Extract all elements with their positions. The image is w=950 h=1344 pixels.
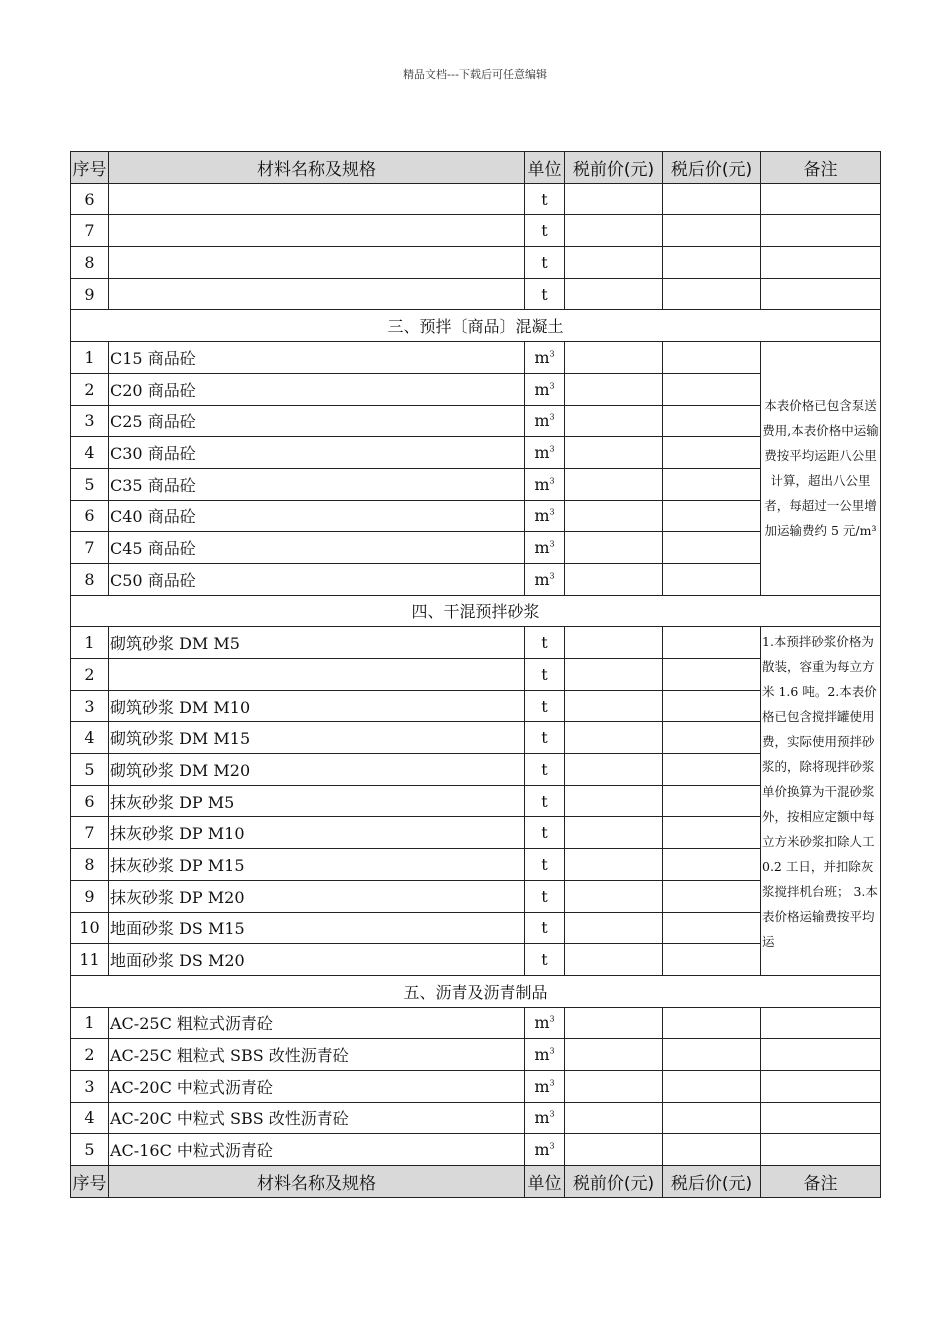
unit-text: t — [541, 696, 548, 716]
material-name: AC-16C 中粒式沥青砼 — [109, 1134, 525, 1166]
pre-tax-price — [565, 563, 663, 595]
post-tax-price — [663, 690, 761, 722]
table-row — [71, 1039, 881, 1071]
section-row — [71, 975, 881, 1007]
material-name: 地面砂浆 DS M20 — [109, 944, 525, 976]
remark-note: 本表价格已包含泵送费用,本表价格中运输费按平均运距八公里计算，超出八公里者，每超过一公里增加运输费约 5 元/m³ — [761, 342, 881, 596]
pre-tax-price — [565, 849, 663, 881]
header-name: 材料名称及规格 — [109, 152, 525, 184]
post-tax-price — [663, 880, 761, 912]
pre-tax-price — [565, 880, 663, 912]
table-row — [71, 1102, 881, 1134]
header-remark: 备注 — [761, 1166, 881, 1198]
table-row — [71, 944, 881, 976]
pre-tax-price — [565, 342, 663, 374]
unit-cell — [525, 500, 565, 532]
section-title: 四、干混预拌砂浆 — [71, 595, 881, 627]
unit-text: t — [541, 854, 548, 874]
unit-superscript: 3 — [549, 413, 555, 423]
unit-text: m — [534, 474, 550, 494]
pre-tax-price — [565, 944, 663, 976]
unit-cell — [525, 1070, 565, 1102]
table-row — [71, 500, 881, 532]
row-number: 4 — [71, 722, 109, 754]
pre-tax-price — [565, 183, 663, 215]
post-tax-price — [663, 754, 761, 786]
unit-superscript: 3 — [549, 444, 555, 454]
table-row — [71, 627, 881, 659]
post-tax-price — [663, 944, 761, 976]
post-tax-price — [663, 1039, 761, 1071]
unit-cell — [525, 1007, 565, 1039]
material-name — [109, 278, 525, 310]
header-remark: 备注 — [761, 152, 881, 184]
row-number: 4 — [71, 1102, 109, 1134]
unit-text: m — [534, 569, 550, 589]
table-row — [71, 373, 881, 405]
unit-superscript: 3 — [549, 571, 555, 581]
material-name: 砌筑砂浆 DM M5 — [109, 627, 525, 659]
header-pre-tax: 税前价(元) — [565, 1166, 663, 1198]
unit-text: m — [534, 1013, 550, 1033]
post-tax-price — [663, 215, 761, 247]
table-row — [71, 817, 881, 849]
unit-cell — [525, 690, 565, 722]
row-number: 7 — [71, 532, 109, 564]
unit-cell — [525, 754, 565, 786]
pre-tax-price — [565, 817, 663, 849]
pre-tax-price — [565, 627, 663, 659]
unit-cell — [525, 1039, 565, 1071]
row-number: 3 — [71, 405, 109, 437]
table-row — [71, 563, 881, 595]
post-tax-price — [663, 278, 761, 310]
unit-cell — [525, 944, 565, 976]
unit-cell — [525, 849, 565, 881]
material-name: AC-25C 粗粒式 SBS 改性沥青砼 — [109, 1039, 525, 1071]
header-post-tax: 税后价(元) — [663, 152, 761, 184]
material-name — [109, 247, 525, 279]
row-number: 8 — [71, 247, 109, 279]
post-tax-price — [663, 817, 761, 849]
unit-superscript: 3 — [549, 1141, 555, 1151]
row-number: 2 — [71, 659, 109, 691]
post-tax-price — [663, 373, 761, 405]
unit-cell — [525, 532, 565, 564]
unit-text: t — [541, 633, 548, 653]
header-row-top — [71, 152, 881, 184]
row-number: 3 — [71, 1070, 109, 1102]
remark-cell — [761, 1070, 881, 1102]
unit-text: m — [534, 1076, 550, 1096]
pre-tax-price — [565, 532, 663, 564]
remark-cell — [761, 1007, 881, 1039]
remark-cell — [761, 1134, 881, 1166]
row-number: 4 — [71, 437, 109, 469]
unit-text: t — [541, 284, 548, 304]
row-number: 7 — [71, 215, 109, 247]
material-name — [109, 659, 525, 691]
post-tax-price — [663, 912, 761, 944]
header-unit: 单位 — [525, 1166, 565, 1198]
unit-cell — [525, 215, 565, 247]
unit-cell — [525, 405, 565, 437]
post-tax-price — [663, 405, 761, 437]
material-name: 抹灰砂浆 DP M5 — [109, 785, 525, 817]
material-name: C25 商品砼 — [109, 405, 525, 437]
remark-cell — [761, 1039, 881, 1071]
post-tax-price — [663, 183, 761, 215]
pre-tax-price — [565, 437, 663, 469]
table-row — [71, 215, 881, 247]
unit-text: t — [541, 221, 548, 241]
unit-text: t — [541, 252, 548, 272]
watermark-text: 精品文档---下载后可任意编辑 — [403, 68, 547, 81]
material-name: 砌筑砂浆 DM M10 — [109, 690, 525, 722]
row-number: 3 — [71, 690, 109, 722]
unit-cell — [525, 468, 565, 500]
unit-text: t — [541, 950, 548, 970]
unit-cell — [525, 342, 565, 374]
material-name: 砌筑砂浆 DM M15 — [109, 722, 525, 754]
section-row — [71, 310, 881, 342]
unit-cell — [525, 373, 565, 405]
post-tax-price — [663, 468, 761, 500]
header-seq: 序号 — [71, 152, 109, 184]
unit-superscript: 3 — [549, 476, 555, 486]
unit-superscript: 3 — [549, 1015, 555, 1025]
post-tax-price — [663, 500, 761, 532]
unit-text: t — [541, 728, 548, 748]
post-tax-price — [663, 247, 761, 279]
post-tax-price — [663, 1134, 761, 1166]
section-title: 三、预拌〔商品〕混凝土 — [71, 310, 881, 342]
post-tax-price — [663, 563, 761, 595]
unit-superscript: 3 — [549, 508, 555, 518]
unit-text: t — [541, 886, 548, 906]
table-row — [71, 1070, 881, 1102]
table-row — [71, 690, 881, 722]
unit-cell — [525, 437, 565, 469]
row-number: 11 — [71, 944, 109, 976]
material-name: 砌筑砂浆 DM M20 — [109, 754, 525, 786]
unit-text: m — [534, 443, 550, 463]
table-row — [71, 1134, 881, 1166]
unit-cell — [525, 817, 565, 849]
pre-tax-price — [565, 1134, 663, 1166]
unit-superscript: 3 — [549, 381, 555, 391]
unit-text: m — [534, 538, 550, 558]
section-title: 五、沥青及沥青制品 — [71, 975, 881, 1007]
row-number: 5 — [71, 754, 109, 786]
row-number: 1 — [71, 342, 109, 374]
table-row — [71, 785, 881, 817]
unit-cell — [525, 722, 565, 754]
unit-text: m — [534, 506, 550, 526]
material-name: AC-20C 中粒式 SBS 改性沥青砼 — [109, 1102, 525, 1134]
post-tax-price — [663, 342, 761, 374]
unit-text: t — [541, 791, 548, 811]
header-post-tax: 税后价(元) — [663, 1166, 761, 1198]
pre-tax-price — [565, 1102, 663, 1134]
material-name — [109, 215, 525, 247]
unit-cell — [525, 183, 565, 215]
unit-superscript: 3 — [549, 1078, 555, 1088]
unit-text: m — [534, 411, 550, 431]
material-name: C20 商品砼 — [109, 373, 525, 405]
pre-tax-price — [565, 1039, 663, 1071]
section-row — [71, 595, 881, 627]
remark-cell — [761, 215, 881, 247]
unit-superscript: 3 — [549, 1046, 555, 1056]
material-name — [109, 183, 525, 215]
material-name: C15 商品砼 — [109, 342, 525, 374]
pre-tax-price — [565, 373, 663, 405]
post-tax-price — [663, 849, 761, 881]
unit-text: m — [534, 379, 550, 399]
unit-cell — [525, 912, 565, 944]
header-seq: 序号 — [71, 1166, 109, 1198]
material-name: AC-20C 中粒式沥青砼 — [109, 1070, 525, 1102]
header-unit: 单位 — [525, 152, 565, 184]
pre-tax-price — [565, 754, 663, 786]
unit-text: t — [541, 664, 548, 684]
unit-text: t — [541, 918, 548, 938]
material-name: 地面砂浆 DS M15 — [109, 912, 525, 944]
table-row — [71, 754, 881, 786]
unit-text: t — [541, 189, 548, 209]
unit-superscript: 3 — [549, 1110, 555, 1120]
unit-cell — [525, 1134, 565, 1166]
pre-tax-price — [565, 912, 663, 944]
unit-text: t — [541, 823, 548, 843]
unit-text: m — [534, 347, 550, 367]
unit-text: t — [541, 759, 548, 779]
header-pre-tax: 税前价(元) — [565, 152, 663, 184]
post-tax-price — [663, 1102, 761, 1134]
post-tax-price — [663, 437, 761, 469]
header-name: 材料名称及规格 — [109, 1166, 525, 1198]
row-number: 5 — [71, 468, 109, 500]
row-number: 7 — [71, 817, 109, 849]
row-number: 2 — [71, 373, 109, 405]
pre-tax-price — [565, 1070, 663, 1102]
post-tax-price — [663, 785, 761, 817]
pre-tax-price — [565, 690, 663, 722]
pre-tax-price — [565, 215, 663, 247]
material-name: C45 商品砼 — [109, 532, 525, 564]
table-row — [71, 468, 881, 500]
remark-cell — [761, 247, 881, 279]
unit-superscript: 3 — [549, 349, 555, 359]
table-row — [71, 1007, 881, 1039]
unit-cell — [525, 247, 565, 279]
price-table — [70, 151, 881, 1198]
table-row — [71, 405, 881, 437]
table-row — [71, 437, 881, 469]
table-row — [71, 532, 881, 564]
unit-cell — [525, 563, 565, 595]
material-name: 抹灰砂浆 DP M10 — [109, 817, 525, 849]
pre-tax-price — [565, 405, 663, 437]
pre-tax-price — [565, 278, 663, 310]
row-number: 6 — [71, 183, 109, 215]
post-tax-price — [663, 1070, 761, 1102]
pre-tax-price — [565, 247, 663, 279]
row-number: 8 — [71, 849, 109, 881]
row-number: 9 — [71, 278, 109, 310]
pre-tax-price — [565, 659, 663, 691]
remark-note: 1.本预拌砂浆价格为散装，容重为每立方米 1.6 吨。2.本表价格已包含搅拌罐使用费，实际使用预拌砂浆的，除将现拌砂浆单价换算为干混砂浆外，按相应定额中每立方米砂浆扣除人工 0.2 工日，并扣除灰浆搅拌机台班； 3.本表价格运输费按平均运 — [761, 627, 881, 976]
pre-tax-price — [565, 500, 663, 532]
unit-text: m — [534, 1108, 550, 1128]
unit-cell — [525, 880, 565, 912]
unit-cell — [525, 659, 565, 691]
pre-tax-price — [565, 722, 663, 754]
row-number: 1 — [71, 627, 109, 659]
unit-cell — [525, 785, 565, 817]
material-name: C35 商品砼 — [109, 468, 525, 500]
unit-text: m — [534, 1045, 550, 1065]
post-tax-price — [663, 1007, 761, 1039]
material-name: 抹灰砂浆 DP M15 — [109, 849, 525, 881]
table-row — [71, 659, 881, 691]
header-row-bottom — [71, 1166, 881, 1198]
pre-tax-price — [565, 785, 663, 817]
remark-cell — [761, 278, 881, 310]
remark-cell — [761, 183, 881, 215]
post-tax-price — [663, 627, 761, 659]
material-name: AC-25C 粗粒式沥青砼 — [109, 1007, 525, 1039]
row-number: 1 — [71, 1007, 109, 1039]
unit-superscript: 3 — [549, 539, 555, 549]
post-tax-price — [663, 722, 761, 754]
table-row — [71, 342, 881, 374]
row-number: 6 — [71, 500, 109, 532]
material-name: C40 商品砼 — [109, 500, 525, 532]
row-number: 8 — [71, 563, 109, 595]
table-row — [71, 722, 881, 754]
row-number: 5 — [71, 1134, 109, 1166]
table-row — [71, 183, 881, 215]
material-name: C30 商品砼 — [109, 437, 525, 469]
row-number: 10 — [71, 912, 109, 944]
unit-cell — [525, 278, 565, 310]
remark-cell — [761, 1102, 881, 1134]
unit-text: m — [534, 1140, 550, 1160]
row-number: 6 — [71, 785, 109, 817]
material-name: C50 商品砼 — [109, 563, 525, 595]
table-row — [71, 278, 881, 310]
unit-cell — [525, 627, 565, 659]
pre-tax-price — [565, 1007, 663, 1039]
post-tax-price — [663, 532, 761, 564]
table-row — [71, 247, 881, 279]
material-name: 抹灰砂浆 DP M20 — [109, 880, 525, 912]
table-row — [71, 912, 881, 944]
post-tax-price — [663, 659, 761, 691]
row-number: 9 — [71, 880, 109, 912]
table-row — [71, 880, 881, 912]
pre-tax-price — [565, 468, 663, 500]
row-number: 2 — [71, 1039, 109, 1071]
table-row — [71, 849, 881, 881]
unit-cell — [525, 1102, 565, 1134]
